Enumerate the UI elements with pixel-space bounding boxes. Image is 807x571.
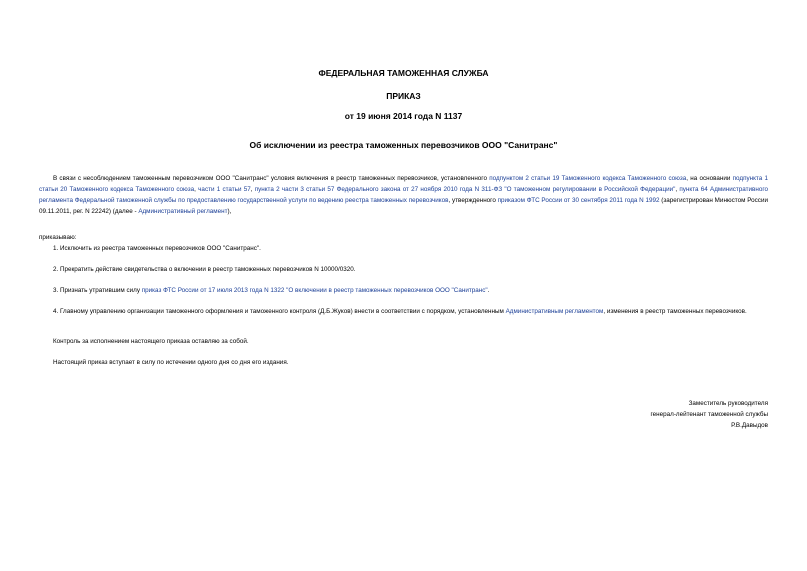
document-title: Об исключении из реестра таможенных перевозчиков ООО "Санитранс" [249,140,558,150]
signature-rank: генерал-лейтенант таможенной службы [650,411,768,418]
item-4 [39,306,768,317]
item-4-text-2: , изменения в реестр таможенных перевозчиков. [603,308,747,315]
control-paragraph: Контроль за исполнением настоящего приказа оставляю за собой. [53,338,249,345]
preamble-paragraph [39,173,768,217]
item-4-text-1: 4. Главному управлению организации таможенного оформления и таможенного контроля (Д.Б.Жуков) внести в соответствии с порядком, установленным [53,308,506,315]
link-reglament-p64[interactable]: пункта 64 Административного регламента Федеральной таможенной службы по предоставлению государственной услуги по ведению реестра таможенных перевозчиков [39,186,768,204]
preamble-text-4: , [250,186,255,193]
agency-heading: ФЕДЕРАЛЬНАЯ ТАМОЖЕННАЯ СЛУЖБА [318,68,489,78]
link-art57-part1[interactable]: части 1 статьи 57 [198,186,251,193]
preamble-text-3: , [194,186,199,193]
preamble-text-6: , утвержденного [448,197,498,204]
preamble-text-8: ), [227,208,232,215]
item-3 [39,285,768,296]
preamble-text-7: (зарегистрирован Минюстом России 09.11.2011, рег. N 22242) (далее - [39,197,768,215]
date-number-heading: от 19 июня 2014 года N 1137 [344,111,463,121]
item-2: 2. Прекратить действие свидетельства о включении в реестр таможенных перевозчиков N 10000/0320. [53,266,356,273]
signature-position: Заместитель руководителя [688,400,768,407]
preamble-text-2: , на основании [686,175,733,182]
link-admin-reglament-2[interactable]: Административным регламентом [505,308,604,315]
preamble-text-1: В связи с несоблюдением таможенным перевозчиком ООО "Санитранс" условия включения в реестр таможенных перевозчиков, установленного [53,175,490,182]
link-admin-reglament[interactable]: Административный регламент [138,208,228,215]
link-order-1322[interactable]: приказ ФТС России от 17 июля 2013 года N 1322 "О включении в реестр таможенных перевозчиков ООО "Санитранс" [141,287,488,294]
signature-name: Р.В.Давыдов [731,422,768,429]
link-order-1992[interactable]: приказом ФТС России от 30 сентября 2011 года N 1992 [497,197,660,204]
doc-type-heading: ПРИКАЗ [386,91,421,101]
item-3-text-2: . [487,287,490,294]
effect-paragraph: Настоящий приказ вступает в силу по истечении одного дня со дня его издания. [53,359,289,366]
link-tk-art19[interactable]: подпунктом 2 статьи 19 Таможенного кодекса Таможенного союза [489,175,687,182]
item-1: 1. Исключить из реестра таможенных перевозчиков ООО "Санитранс". [53,245,261,252]
link-federal-law-311[interactable]: пункта 2 части 3 статьи 57 Федерального закона от 27 ноября 2010 года N 311-ФЗ "О таможенном регулировании в Российской Федерации" [254,186,676,193]
link-tk-art20[interactable]: подпункта 1 статьи 20 Таможенного кодекса Таможенного союза [39,175,768,193]
preamble-text-5: , [675,186,680,193]
item-3-text-1: 3. Признать утратившим силу [53,287,142,294]
order-word: приказываю: [39,234,77,241]
